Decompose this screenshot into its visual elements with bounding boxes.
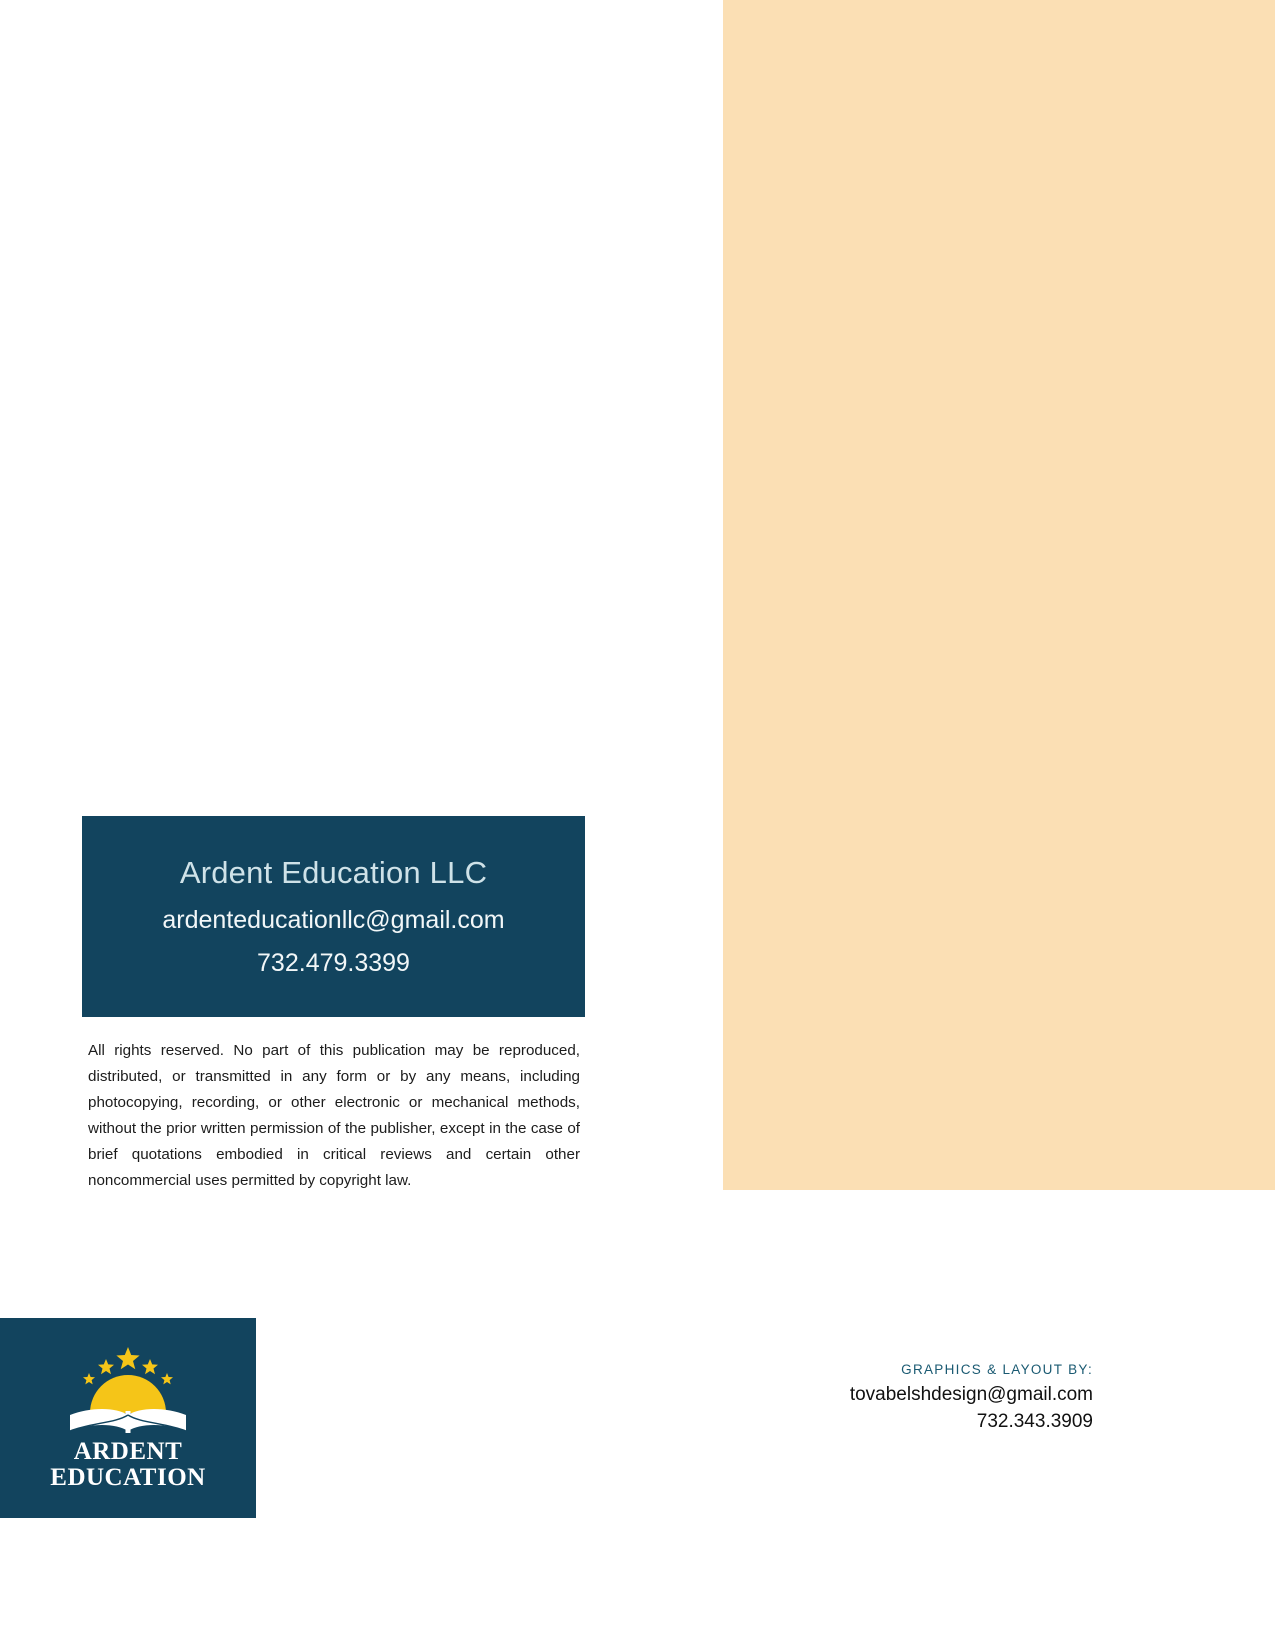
logo-word-ardent: ARDENT	[73, 1437, 183, 1465]
peach-side-panel	[723, 0, 1275, 1190]
credits-block	[673, 1362, 1093, 1433]
credits-phone: 732.343.3909	[976, 1411, 1093, 1432]
credits-email: tovabelshdesign@gmail.com	[849, 1384, 1093, 1405]
logo-wordmark	[50, 1439, 205, 1492]
logo-block	[0, 1318, 256, 1518]
contact-phone: 732.479.3399	[257, 949, 410, 977]
book-sunrise-stars-icon	[64, 1345, 192, 1437]
contact-block	[82, 816, 585, 1017]
logo-word-education: EDUCATION	[50, 1464, 206, 1491]
contact-email: ardenteducationllc@gmail.com	[162, 905, 505, 934]
copyright-notice: All rights reserved. No part of this publication may be reproduced, distributed, or transmitted in any form or by any means, including photocopying, recording, or other electronic or mechanical methods, without the prior written permission of the publisher, except in the case of brief quotations embodied in critical reviews and certain other noncommercial uses permitted by copyright law.	[88, 1042, 580, 1189]
credits-label: GRAPHICS & LAYOUT BY:	[901, 1362, 1093, 1377]
contact-company-name: Ardent Education LLC	[179, 855, 488, 890]
